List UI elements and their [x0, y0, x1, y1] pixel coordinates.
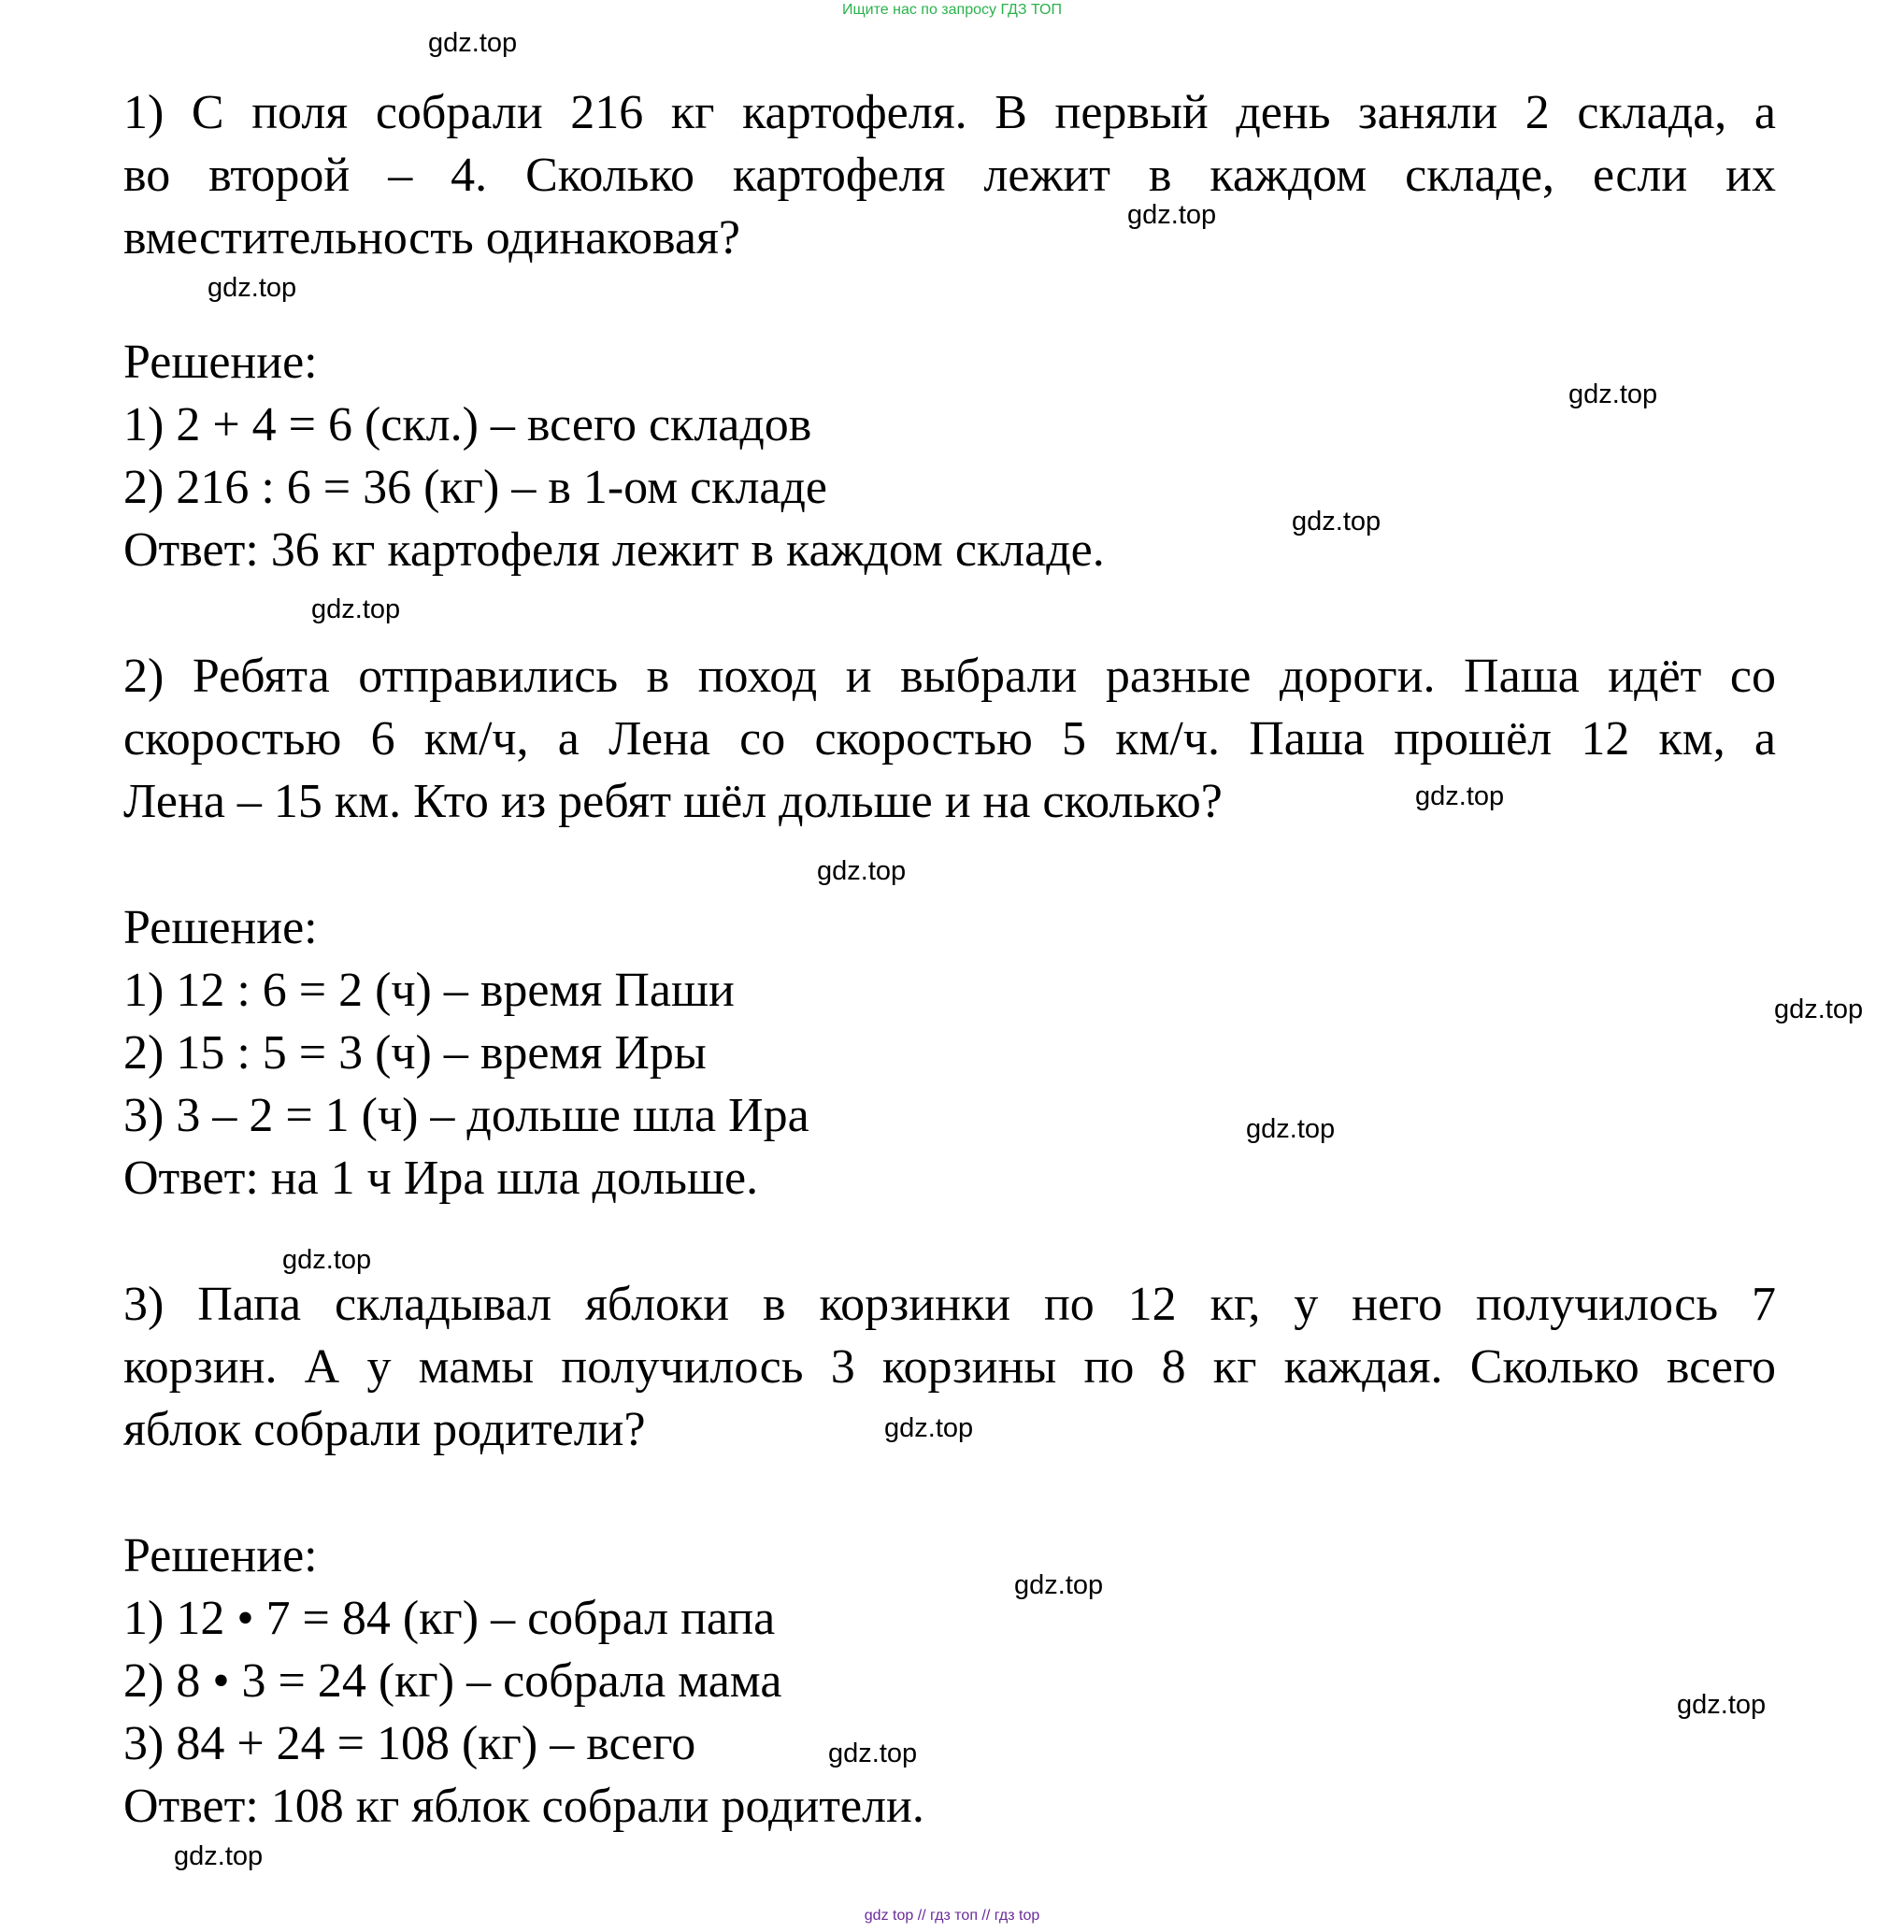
watermark: gdz.top: [1568, 379, 1658, 409]
footer-watermark: gdz top // гдз топ // гдз top: [864, 1908, 1040, 1924]
problem-1-step-2: 2) 216 : 6 = 36 (кг) – в 1-ом складе: [123, 461, 828, 514]
problem-2-step-1: 1) 12 : 6 = 2 (ч) – время Паши: [123, 964, 735, 1017]
problem-2-condition-line-2: скоростью 6 км/ч, а Лена со скоростью 5 км/ч. Паша прошёл 12 км, а: [123, 712, 1776, 766]
watermark: gdz.top: [817, 856, 907, 886]
problem-3-step-2: 2) 8 • 3 = 24 (кг) – собрала мама: [123, 1654, 782, 1708]
problem-3-condition-line-1: 3) Папа складывал яблоки в корзинки по 12 кг, у него получилось 7: [123, 1278, 1776, 1331]
watermark: gdz.top: [1292, 507, 1381, 537]
watermark: gdz.top: [174, 1841, 264, 1871]
problem-1-step-1: 1) 2 + 4 = 6 (скл.) – всего складов: [123, 398, 812, 451]
watermark: gdz.top: [1127, 200, 1217, 230]
problem-2-step-3: 3) 3 – 2 = 1 (ч) – дольше шла Ира: [123, 1089, 809, 1142]
watermark: gdz.top: [884, 1413, 974, 1443]
top-banner: Ищите нас по запросу ГДЗ ТОП: [842, 2, 1062, 18]
problem-1-solution-label: Решение:: [123, 336, 318, 389]
problem-1-condition-line-3: вместительность одинаковая?: [123, 211, 740, 265]
problem-3-condition-line-2: корзин. А у мамы получилось 3 корзины по 8 кг каждая. Сколько всего: [123, 1340, 1776, 1394]
watermark: gdz.top: [1246, 1114, 1336, 1144]
problem-3-condition-line-3: яблок собрали родители?: [123, 1403, 646, 1456]
problem-2-answer: Ответ: на 1 ч Ира шла дольше.: [123, 1152, 759, 1205]
watermark: gdz.top: [208, 273, 297, 303]
problem-3-answer: Ответ: 108 кг яблок собрали родители.: [123, 1780, 924, 1833]
problem-2-condition-line-1: 2) Ребята отправились в поход и выбрали разные дороги. Паша идёт со: [123, 650, 1776, 703]
problem-1-condition-line-1: 1) С поля собрали 216 кг картофеля. В первый день заняли 2 склада, а: [123, 86, 1776, 139]
problem-1-answer: Ответ: 36 кг картофеля лежит в каждом складе.: [123, 523, 1105, 577]
watermark: gdz.top: [1774, 995, 1864, 1024]
watermark: gdz.top: [1677, 1690, 1767, 1720]
problem-2-solution-label: Решение:: [123, 901, 318, 954]
problem-1-condition-line-2: во второй – 4. Сколько картофеля лежит в каждом складе, если их: [123, 149, 1776, 202]
watermark: gdz.top: [428, 28, 518, 58]
problem-3-solution-label: Решение:: [123, 1529, 318, 1582]
problem-2-step-2: 2) 15 : 5 = 3 (ч) – время Иры: [123, 1026, 707, 1080]
watermark: gdz.top: [311, 594, 401, 624]
watermark: gdz.top: [828, 1739, 918, 1768]
watermark: gdz.top: [1415, 781, 1505, 811]
problem-2-condition-line-3: Лена – 15 км. Кто из ребят шёл дольше и на сколько?: [123, 775, 1223, 828]
watermark: gdz.top: [282, 1245, 372, 1275]
watermark: gdz.top: [1014, 1570, 1104, 1600]
problem-3-step-3: 3) 84 + 24 = 108 (кг) – всего: [123, 1717, 696, 1770]
problem-3-step-1: 1) 12 • 7 = 84 (кг) – собрал папа: [123, 1592, 776, 1645]
